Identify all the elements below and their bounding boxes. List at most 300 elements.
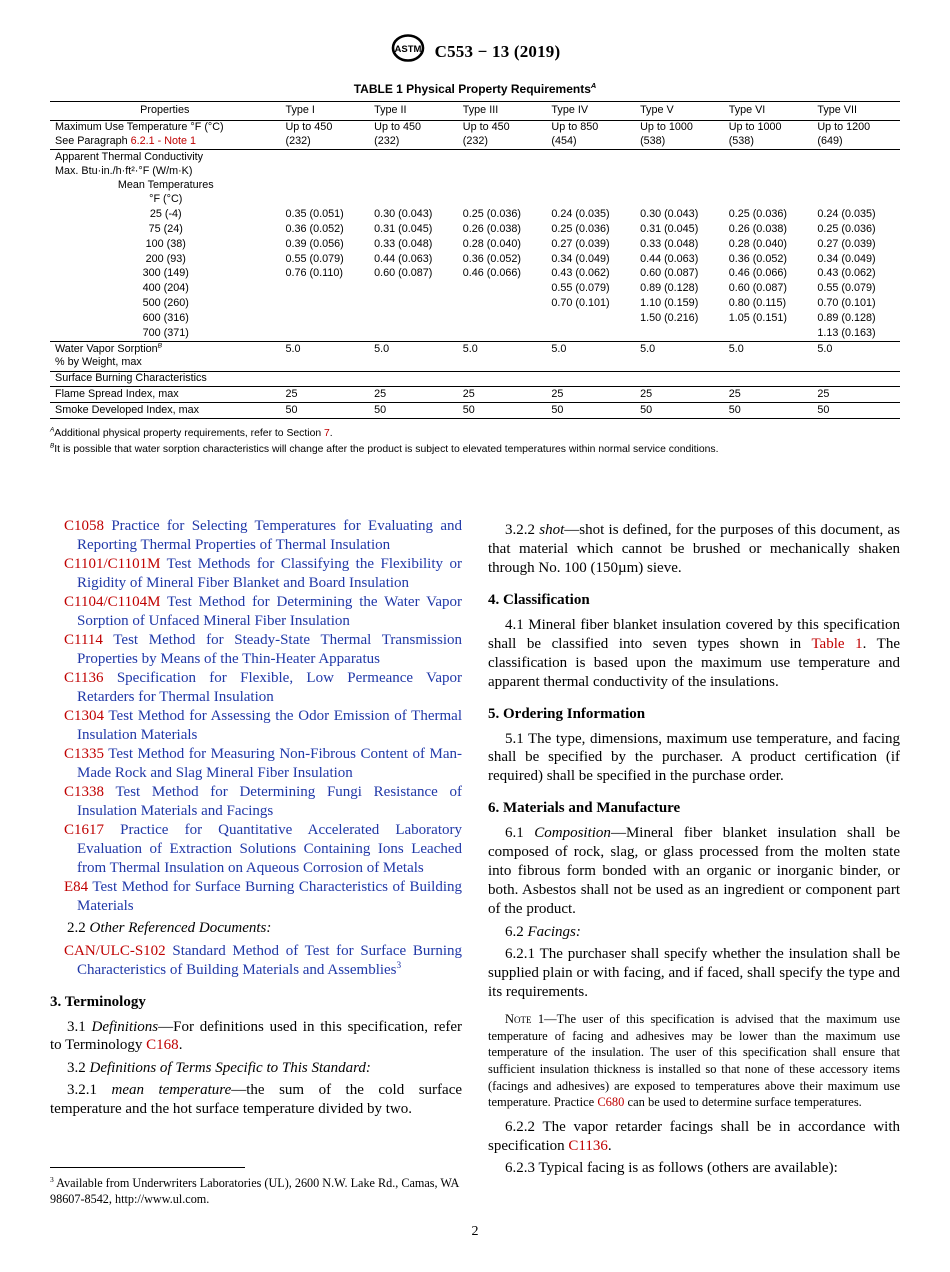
doc-link[interactable]: Test Methods for Classifying the Flexibility or Rigidity of Mineral Fiber Blanket and Board Insulation (77, 556, 462, 592)
text-run: 6.2.1 The purchaser shall specify whether the insulation shall be supplied plain or with facing, and if faced, shall specify the type and its requirements. (488, 946, 900, 1001)
row-label-cell (50, 326, 280, 341)
doc-link[interactable]: C1101/C1101M (64, 556, 161, 573)
table-cell: 0.70 (0.101) (551, 297, 610, 310)
table-cell (545, 193, 634, 208)
reference-item (50, 669, 462, 707)
row-label-line (55, 165, 277, 179)
doc-link[interactable]: C1136 (568, 1137, 608, 1154)
row-label-cell (50, 252, 280, 267)
text-run: Other Referenced Documents: (89, 920, 272, 937)
doc-link[interactable]: Test Method for Determining Fungi Resistance of Insulation Materials and Facings (77, 783, 462, 819)
doc-link[interactable]: Specification for Flexible, Low Permeance Vapor Retarders for Thermal Insulation (77, 670, 462, 705)
table-row (50, 223, 900, 238)
table-cell (811, 150, 900, 193)
doc-link[interactable]: Test Method for Assessing the Odor Emission of Thermal Insulation Materials (77, 707, 462, 743)
row-label-line (55, 151, 277, 165)
text-run: Flame Spread Index, max (55, 387, 179, 400)
row-label-line (55, 404, 277, 418)
text-run: Note 1— (505, 1012, 557, 1027)
table-cell: 0.43 (0.062) (551, 267, 610, 280)
reference-item (50, 878, 462, 916)
row-label-line (55, 388, 277, 402)
table-cell: 0.25 (0.036) (728, 208, 787, 221)
doc-link[interactable]: C680 (597, 1095, 625, 1110)
paragraph (488, 945, 900, 1002)
row-label-line (55, 267, 277, 281)
table-cell: 5.0 (634, 342, 723, 372)
doc-link[interactable]: Test Method for Determining the Water Vapor Sorption of Unfaced Mineral Fiber Insulation (77, 594, 462, 630)
table-cell (368, 371, 457, 387)
text-run: 3.2 (67, 1059, 90, 1076)
table-title-footnote-marker: A (590, 81, 597, 90)
text-run: 3.2.2 (505, 521, 540, 538)
table-cell: 25 (634, 387, 723, 403)
row-label-line (55, 208, 277, 222)
left-column (50, 517, 462, 1215)
reference-item (50, 942, 462, 980)
text-run: B (157, 341, 163, 349)
table-row (50, 150, 900, 193)
table-row (50, 342, 900, 372)
text-run: Water Vapor Sorption (55, 342, 158, 355)
paragraph (488, 730, 900, 787)
table-cell: 0.35 (0.051) (285, 208, 344, 221)
table-cell: 0.46 (0.066) (728, 267, 787, 280)
paragraph (488, 1118, 900, 1156)
row-label-line (55, 356, 277, 370)
section-heading (50, 993, 462, 1012)
doc-link[interactable]: C1104/C1104M (64, 594, 161, 611)
table-block (50, 82, 900, 457)
row-label-cell (50, 150, 280, 193)
table-cell: 5.0 (811, 342, 900, 372)
doc-link[interactable]: C168 (146, 1037, 179, 1054)
table-cell: 0.26 (0.038) (462, 223, 522, 235)
row-label-line (55, 193, 277, 207)
right-column-content (488, 517, 900, 1181)
table-cell (280, 193, 369, 208)
row-label-cell (50, 342, 280, 372)
table-cell (634, 371, 723, 387)
table-cell (723, 371, 812, 387)
astm-logo-icon (390, 34, 426, 71)
table-col-header: Type II (368, 102, 457, 121)
body-columns (50, 517, 900, 1215)
footnote-rule (50, 1167, 245, 1168)
text-run: 5.1 The type, dimensions, maximum use temperature, and facing shall be specified by the purchaser. A product certification (if required) shall be specified in the purchase order. (488, 730, 900, 785)
table-cell: 50 (457, 403, 546, 419)
row-label-cell (50, 311, 280, 326)
astm-logo-text: ASTM (394, 43, 422, 55)
text-run: Max. Btu·in./h·ft²·°F (W/m·K) (55, 164, 193, 177)
table-row (50, 252, 900, 267)
table-cell: 25 (457, 387, 546, 403)
row-label-cell (50, 403, 280, 419)
paragraph (488, 1159, 900, 1178)
text-run: °F (°C) (149, 193, 183, 206)
text-run: Surface Burning Characteristics (55, 372, 207, 385)
row-label-line (55, 327, 277, 341)
paragraph (488, 521, 900, 578)
table-header (50, 102, 900, 121)
left-column-content (50, 517, 462, 1123)
text-run: % by Weight, max (55, 356, 142, 369)
table-footnote (50, 442, 900, 458)
text-run: See Paragraph (55, 135, 131, 148)
table-row (50, 208, 900, 223)
section-heading (488, 591, 900, 610)
table-cell: Up to 1000 (538) (728, 121, 782, 148)
row-label-line (55, 343, 277, 357)
row-label-cell (50, 120, 280, 150)
paragraph (50, 1018, 462, 1056)
text-run: 200 (93) (145, 252, 186, 265)
table-cell (280, 297, 369, 312)
table-cell: Up to 850 (454) (551, 121, 599, 148)
text-run: —For definitions used in this specification, refer to Terminology (50, 1018, 462, 1054)
text-run: Smoke Developed Index, max (55, 403, 200, 416)
table-row (50, 237, 900, 252)
text-run: 6.2.3 Typical facing is as follows (others are available): (505, 1160, 838, 1177)
table-col-header: Type V (634, 102, 723, 121)
table-cell: Up to 450 (232) (285, 121, 333, 148)
reference-item (50, 707, 462, 745)
doc-link[interactable]: Standard Method of Test for Surface Burning Characteristics of Building Materials and Assemblies (77, 942, 462, 978)
table-cell: 50 (723, 403, 812, 419)
table-cell: 0.55 (0.079) (817, 282, 876, 295)
doc-link[interactable]: 6.2.1 - Note 1 (130, 135, 197, 148)
table-cell: 0.60 (0.087) (640, 267, 699, 280)
table-cell: 5.0 (723, 342, 812, 372)
section-heading (488, 799, 900, 818)
table-row (50, 311, 900, 326)
table-cell (457, 371, 546, 387)
table-cell: 0.24 (0.035) (817, 208, 876, 221)
table-cell: 25 (723, 387, 812, 403)
row-label-cell (50, 223, 280, 238)
text-run: 4.1 Mineral fiber blanket insulation covered by this specification shall be classified into seven types shown in (488, 616, 900, 652)
table-row (50, 193, 900, 208)
text-run: 6.2.2 The vapor retarder facings shall be in accordance with specification (488, 1118, 900, 1154)
table-cell: 0.60 (0.087) (728, 282, 787, 295)
table-cell: 1.13 (0.163) (817, 326, 876, 339)
text-run: 300 (149) (142, 267, 189, 280)
table-cell: 50 (634, 403, 723, 419)
row-label-cell (50, 208, 280, 223)
table-cell: 0.28 (0.040) (462, 237, 522, 250)
text-run: 3.1 (67, 1018, 92, 1035)
text-run: 2.2 (67, 920, 90, 937)
table-col-header: Type VI (723, 102, 812, 121)
right-column (488, 517, 900, 1215)
doc-link[interactable]: Practice for Quantitative Accelerated Laboratory Evaluation of Extraction Solutions Containing Ions Leached from Thermal Insulation on Aqueous Corrosion of Metals (77, 821, 462, 876)
table-cell: 0.34 (0.049) (551, 252, 610, 265)
text-run: 6.2 (505, 923, 528, 940)
row-label-cell (50, 193, 280, 208)
table-cell (723, 326, 812, 341)
table-cell (457, 193, 546, 208)
doc-link[interactable]: C1338 (64, 783, 105, 800)
text-run: Definitions (91, 1018, 159, 1035)
text-run: A (50, 426, 55, 434)
text-run: Available from Underwriters Laboratories (UL), 2600 N.W. Lake Rd., Camas, WA 98607-8542, http://www.ul.com. (50, 1176, 459, 1207)
table-cell: 5.0 (368, 342, 457, 372)
table-cell (723, 193, 812, 208)
table-cell: 25 (545, 387, 634, 403)
table-cell: Up to 450 (232) (374, 121, 421, 148)
table-cell: 25 (368, 387, 457, 403)
text-run: shot (539, 521, 565, 538)
table-cell: 0.80 (0.115) (728, 297, 787, 310)
table-cell: Up to 1200 (649) (817, 121, 871, 148)
column-footnote (50, 1145, 462, 1215)
text-run: 4. Classification (488, 591, 590, 608)
table-title-text: TABLE 1 Physical Property Requirements (353, 82, 591, 96)
row-label-line (55, 135, 277, 149)
table-row (50, 371, 900, 387)
text-run: 600 (316) (142, 311, 189, 324)
table-cell (634, 193, 723, 208)
table-cell: 0.36 (0.052) (285, 223, 344, 235)
table-cell (280, 371, 369, 387)
table-cell (368, 311, 457, 326)
row-label-line (55, 312, 277, 326)
doc-link[interactable]: C1304 (64, 707, 105, 724)
table-cell: 0.60 (0.087) (374, 267, 433, 280)
text-run: B (50, 442, 55, 450)
table-cell (811, 371, 900, 387)
table-cell: 0.43 (0.062) (817, 267, 876, 280)
table-cell (280, 326, 369, 341)
table-cell (280, 311, 369, 326)
table-row (50, 267, 900, 282)
table-cell: 50 (811, 403, 900, 419)
table-cell: 0.25 (0.036) (462, 208, 522, 221)
table-row (50, 282, 900, 297)
section-heading (488, 705, 900, 724)
table-cell: 0.33 (0.048) (374, 237, 433, 250)
table-cell: Up to 1000 (538) (640, 121, 693, 148)
row-label-line (55, 238, 277, 252)
text-run: . (329, 428, 333, 440)
table-cell: 0.36 (0.052) (728, 252, 787, 265)
table-cell: 0.27 (0.039) (551, 237, 610, 250)
text-run: —the sum of the cold surface temperature and the hot surface temperature divided by two. (50, 1082, 463, 1118)
doc-link[interactable]: C1114 (64, 632, 103, 649)
paragraph (488, 923, 900, 942)
text-run: 500 (260) (142, 297, 189, 310)
paragraph (488, 616, 900, 692)
table-cell (545, 371, 634, 387)
text-run: Maximum Use Temperature °F (°C) (55, 121, 224, 134)
table-cell: 0.44 (0.063) (374, 252, 433, 265)
table-row (50, 403, 900, 419)
table-cell (368, 193, 457, 208)
text-run: Definitions of Terms Specific to This Standard: (89, 1059, 371, 1076)
text-run: The user of this specification is advised that the maximum use temperature of facing and adhesives may be lower than the maximum use temperature of the insulation. The user of this specification shall ensure that sufficient insulation thickness is installed so that none of these accessory items (facings and adhesives) are exposed to temperatures above their maximum use temperature. Practice (488, 1012, 900, 1110)
table-cell: 0.44 (0.063) (640, 252, 699, 265)
table-cell: 5.0 (457, 342, 546, 372)
column-footnote-text (50, 1175, 462, 1207)
table-col-header: Type III (457, 102, 546, 121)
table-cell: Up to 450 (232) (462, 121, 510, 148)
reference-item (50, 517, 462, 555)
table-cell (723, 150, 812, 193)
reference-item (50, 783, 462, 821)
table-cell (368, 282, 457, 297)
doc-link[interactable]: 7 (324, 428, 330, 440)
doc-link[interactable]: CAN/ULC-S102 (64, 942, 166, 959)
table-cell (545, 150, 634, 193)
paragraph (50, 1081, 462, 1119)
row-label-cell (50, 371, 280, 387)
table-footnote (50, 426, 900, 442)
table-cell: 5.0 (280, 342, 369, 372)
table-cell: 50 (368, 403, 457, 419)
text-run: mean temperature (111, 1082, 232, 1099)
text-run: Apparent Thermal Conductivity (55, 150, 204, 163)
text-run: 700 (371) (142, 326, 189, 339)
reference-item (50, 821, 462, 878)
document-designation: C553 − 13 (2019) (434, 42, 561, 61)
table-col-header: Type IV (545, 102, 634, 121)
paragraph (50, 1059, 462, 1078)
table-cell: 0.25 (0.036) (551, 223, 610, 235)
text-run: 25 (-4) (149, 208, 182, 221)
table-row (50, 120, 900, 150)
row-label-cell (50, 387, 280, 403)
table-row (50, 387, 900, 403)
text-run: 100 (38) (145, 237, 186, 250)
table-cell (545, 326, 634, 341)
doc-link[interactable]: C1136 (64, 670, 104, 687)
table-cell (457, 326, 546, 341)
doc-link[interactable]: C1058 (64, 518, 105, 535)
table-cell (634, 150, 723, 193)
table-cell (811, 193, 900, 208)
table-col-header: Type I (280, 102, 369, 121)
row-label-line (55, 223, 277, 237)
table-title (50, 82, 900, 96)
table-cell: 0.25 (0.036) (817, 223, 876, 235)
document-header (50, 30, 900, 74)
table-footnotes (50, 426, 900, 457)
doc-link[interactable]: Test Method for Steady-State Thermal Transmission Properties by Means of the Thin-Heater Apparatus (77, 632, 462, 668)
table-cell: 0.31 (0.045) (374, 223, 433, 235)
reference-item (50, 631, 462, 669)
text-run: 6. Materials and Manufacture (488, 800, 681, 817)
row-label-line (55, 297, 277, 311)
table-cell (368, 150, 457, 193)
table-cell (634, 326, 723, 341)
doc-link[interactable]: C1335 (64, 745, 105, 762)
doc-link[interactable]: Practice for Selecting Temperatures for Evaluating and Reporting Thermal Properties of Thermal Insulation (77, 518, 462, 554)
table-cell: 0.31 (0.045) (640, 223, 699, 235)
doc-link[interactable]: Test Method for Surface Burning Characteristics of Building Materials (77, 878, 462, 914)
text-run: . (607, 1137, 612, 1154)
table-cell: 0.34 (0.049) (817, 252, 876, 265)
table-cell (457, 297, 546, 312)
row-label-line (55, 372, 277, 386)
table-row (50, 326, 900, 341)
text-run: —Mineral fiber blanket insulation shall be composed of rock, slag, or glass processed from the molten state into fibrous form bonded with an organic or inorganic binder, or both. Asbestos shall not be used as an ingredient or component part of the product. (488, 825, 900, 918)
text-run: 6.1 (505, 825, 535, 842)
text-run: 400 (204) (142, 282, 189, 295)
doc-link[interactable]: Test Method for Measuring Non-Fibrous Content of Man-Made Rock and Slag Mineral Fiber Insulation (77, 745, 462, 781)
row-label-cell (50, 267, 280, 282)
table-cell (280, 150, 369, 193)
table-header-row (50, 102, 900, 121)
table-cell: 0.76 (0.110) (285, 267, 343, 280)
table-cell (457, 282, 546, 297)
table-cell: 0.55 (0.079) (285, 252, 344, 265)
table-cell: 25 (280, 387, 369, 403)
row-label-cell (50, 237, 280, 252)
doc-link[interactable]: Table 1 (811, 635, 863, 652)
table-row (50, 297, 900, 312)
table-cell: 50 (545, 403, 634, 419)
table-cell: 0.89 (0.128) (640, 282, 699, 295)
reference-item (50, 745, 462, 783)
text-run: 5. Ordering Information (488, 705, 646, 722)
table-cell: 5.0 (545, 342, 634, 372)
table-cell: 0.39 (0.056) (285, 237, 344, 250)
doc-link[interactable]: 3 (396, 960, 402, 971)
doc-link[interactable]: C1617 (64, 821, 105, 838)
page-number: 2 (471, 1224, 479, 1239)
table-cell (545, 311, 634, 326)
text-run: Composition (534, 825, 611, 842)
table-cell (368, 297, 457, 312)
table-cell (457, 150, 546, 193)
table-cell: 0.36 (0.052) (462, 252, 522, 265)
text-run: 3.2.1 (67, 1082, 112, 1099)
row-label-line (55, 179, 277, 193)
table-cell: 1.50 (0.216) (640, 311, 699, 324)
table-cell: 0.33 (0.048) (640, 237, 699, 250)
table-cell: 0.26 (0.038) (728, 223, 787, 235)
row-label-cell (50, 297, 280, 312)
table-cell: 0.30 (0.043) (640, 208, 699, 221)
table-cell: 1.05 (0.151) (728, 311, 787, 324)
table-body (50, 120, 900, 418)
table-col-header: Type VII (811, 102, 900, 121)
table-cell: 0.28 (0.040) (728, 237, 787, 250)
text-run: It is possible that water sorption characteristics will change after the product is subject to elevated temperatures within normal service conditions. (54, 443, 719, 455)
physical-property-table (50, 101, 900, 419)
row-label-line (55, 282, 277, 296)
table-cell: 0.46 (0.066) (462, 267, 522, 280)
table-cell: 0.55 (0.079) (551, 282, 610, 295)
text-run: 3. Terminology (50, 993, 146, 1010)
row-label-line (55, 253, 277, 267)
paragraph (488, 824, 900, 919)
table-cell: 1.10 (0.159) (640, 297, 699, 310)
doc-link[interactable]: E84 (64, 878, 89, 895)
table-cell: 50 (280, 403, 369, 419)
text-run: can be used to determine surface temperatures. (624, 1095, 862, 1110)
note-paragraph (488, 1011, 900, 1111)
text-run: 75 (24) (148, 223, 183, 235)
table-col-header: Properties (50, 102, 280, 121)
text-run: . The classification is based upon the maximum use temperature and apparent thermal conductivity of the insulations. (488, 635, 900, 690)
reference-item (50, 593, 462, 631)
table-cell: 0.70 (0.101) (817, 297, 876, 310)
reference-item (50, 555, 462, 593)
text-run: 3 (50, 1175, 54, 1185)
table-cell: 0.27 (0.039) (817, 237, 876, 250)
text-run: Additional physical property requirements, refer to Section (54, 428, 325, 440)
